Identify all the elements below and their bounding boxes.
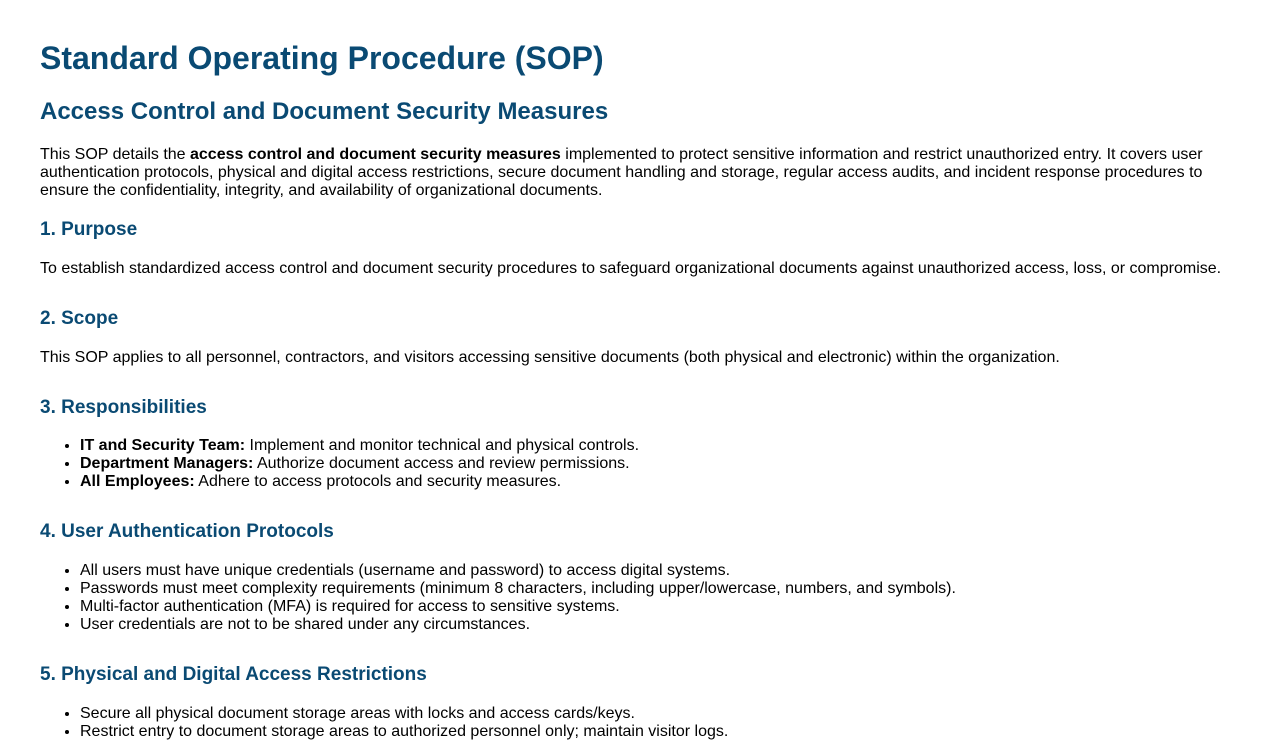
role-label: Department Managers: — [80, 455, 254, 472]
intro-paragraph — [40, 146, 1225, 200]
page-subtitle: Access Control and Document Security Measures — [40, 98, 609, 125]
list-item — [80, 473, 639, 491]
list-item: • Multi-factor authentication (MFA) is required for access to sensitive systems. — [80, 598, 956, 616]
section-heading-scope: 2. Scope — [40, 308, 119, 329]
intro-text-before: This SOP details the — [40, 146, 190, 163]
role-description: Adhere to access protocols and security measures. — [194, 473, 562, 490]
section-text-purpose: To establish standardized access control and document security procedures to safeguard organizational documents against unauthorized access, loss, or compromise. — [40, 260, 1222, 277]
list-item — [80, 455, 639, 473]
section-heading-restrictions: 5. Physical and Digital Access Restrictions — [40, 664, 427, 685]
list-item: • Secure all physical document storage areas with locks and access cards/keys. — [80, 705, 728, 723]
section-text-scope: This SOP applies to all personnel, contractors, and visitors accessing sensitive documents (both physical and electronic) within the organization. — [40, 349, 1060, 366]
intro-text-bold: access control and document security measures — [190, 146, 561, 163]
restrictions-list — [40, 705, 728, 741]
intro-text-after: implemented to protect sensitive information and restrict unauthorized entry. It covers user authentication protocols, physical and digital access restrictions, secure document handling and storage, regular access audits, and incident response procedures to ensure the confidentiality, integrity, and availability of organizational documents. — [40, 146, 1203, 199]
authentication-list — [40, 562, 956, 634]
list-item — [80, 437, 639, 455]
list-item: • User credentials are not to be shared under any circumstances. — [80, 616, 956, 634]
section-heading-authentication: 4. User Authentication Protocols — [40, 521, 334, 542]
section-heading-purpose: 1. Purpose — [40, 219, 138, 240]
section-heading-responsibilities: 3. Responsibilities — [40, 397, 207, 418]
list-item: • Restrict entry to document storage areas to authorized personnel only; maintain visitor logs. — [80, 723, 728, 741]
list-item: • All users must have unique credentials (username and password) to access digital systems. — [80, 562, 956, 580]
page-title: Standard Operating Procedure (SOP) — [40, 40, 604, 76]
role-description: Implement and monitor technical and physical controls. — [245, 437, 640, 454]
role-description: Authorize document access and review permissions. — [253, 455, 630, 472]
role-label: IT and Security Team: — [80, 437, 246, 454]
role-label: All Employees: — [80, 473, 195, 490]
list-item: • Passwords must meet complexity requirements (minimum 8 characters, including upper/lowercase, numbers, and symbols). — [80, 580, 956, 598]
responsibilities-list — [40, 437, 639, 491]
